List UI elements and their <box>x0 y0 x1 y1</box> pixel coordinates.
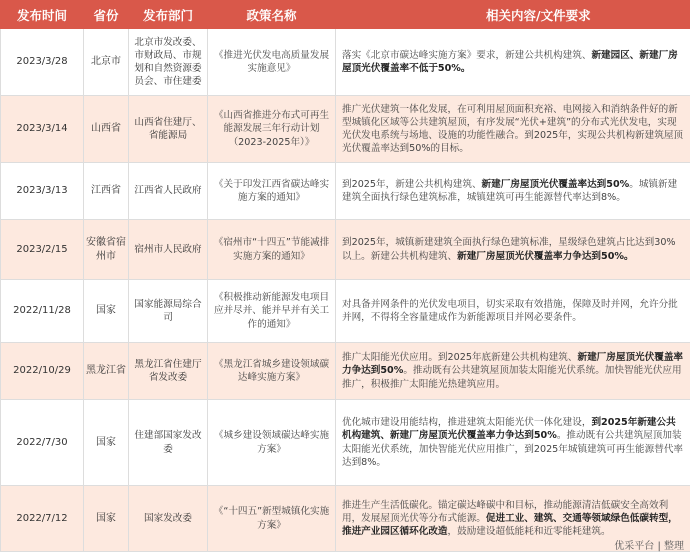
row-policy: 《山西省推进分布式可再生能源发展三年行动计划（2023-2025年）》 <box>208 96 336 163</box>
row-dept: 山西省住建厅、省能源局 <box>129 96 208 163</box>
row-content <box>336 96 690 163</box>
content-text: 推进生产生活低碳化。锚定碳达峰碳中和目标，推动能源清洁低碳安全高效利用，发展屋顶光伏等分布式能源。 <box>342 499 669 524</box>
table-row <box>1 220 690 280</box>
row-dept: 国家发改委 <box>129 486 208 552</box>
content-text: 。城镇新建建筑全面执行绿色建筑标准，城镇建筑可再生能源替代率达到8%。 <box>342 178 678 203</box>
row-policy: 《黑龙江省城乡建设领域碳达峰实施方案》 <box>208 343 336 400</box>
row-dept: 国家能源局综合司 <box>129 280 208 343</box>
row-policy: 《关于印发江西省碳达峰实施方案的通知》 <box>208 163 336 220</box>
row-content <box>336 29 690 96</box>
row-date: 2023/3/28 <box>1 29 84 96</box>
row-province: 黑龙江省 <box>84 343 129 400</box>
row-date: 2023/3/14 <box>1 96 84 163</box>
row-policy: 《城乡建设领域碳达峰实施方案》 <box>208 400 336 486</box>
table-row <box>1 280 690 343</box>
row-province: 国家 <box>84 400 129 486</box>
table-row <box>1 486 690 552</box>
content-text: 推广太阳能光伏应用。到2025年底新建公共机构建筑、 <box>342 352 578 364</box>
table-row <box>1 163 690 220</box>
row-policy: 《“十四五”新型城镇化实施方案》 <box>208 486 336 552</box>
row-date: 2023/3/13 <box>1 163 84 220</box>
content-text: 到2025年，新建公共机构建筑、 <box>342 178 482 190</box>
content-text: 推广光伏建筑一体化发展，在可利用屋顶面积充裕、电网接入和消纳条件好的新型城镇化区域等公共建筑屋顶，有序发展“光伏+建筑”的分布式光伏发电，实现光伏发电系统与场地、设施的功能性融合。到2025年，实现公共机构新建筑屋顶光伏覆盖率达到50%的目标。 <box>342 103 684 155</box>
row-province: 山西省 <box>84 96 129 163</box>
table-row <box>1 29 690 96</box>
row-province: 安徽省宿州市 <box>84 220 129 280</box>
row-content <box>336 163 690 220</box>
row-content <box>336 280 690 343</box>
source-footer: 优采平台 | 整理 <box>614 541 684 552</box>
table-row <box>1 343 690 400</box>
row-content <box>336 220 690 280</box>
row-date: 2022/10/29 <box>1 343 84 400</box>
content-text: 到2025年，城镇新建建筑全面执行绿色建筑标准，星级绿色建筑占比达到30%以上。新建公共机构建筑、 <box>342 237 676 262</box>
row-date: 2022/7/30 <box>1 400 84 486</box>
content-text: ，鼓励建设超低能耗和近零能耗建筑。 <box>447 526 611 538</box>
header-province: 省份 <box>84 1 129 29</box>
row-content <box>336 343 690 400</box>
content-text: 。推动既有公共建筑屋顶加装太阳能光伏系统。加快智能光伏应用推广，积极推广太阳能光热建筑应用。 <box>342 365 682 390</box>
row-content <box>336 400 690 486</box>
row-policy: 《积极推动新能源发电项目应并尽并、能并早并有关工作的通知》 <box>208 280 336 343</box>
table-row <box>1 400 690 486</box>
table-row <box>1 96 690 163</box>
content-bold-text: 到2025年新建公共机构建筑、新建厂房屋顶光伏覆盖率力争达到50% <box>342 417 676 442</box>
row-dept: 江西省人民政府 <box>129 163 208 220</box>
content-text: 对具备并网条件的光伏发电项目，切实采取有效措施，保障及时并网，允许分批并网，不得将全容量建成作为新能源项目并网必要条件。 <box>342 298 678 323</box>
row-date: 2022/11/28 <box>1 280 84 343</box>
row-date: 2022/7/12 <box>1 486 84 552</box>
header-date: 发布时间 <box>1 1 84 29</box>
row-province: 北京市 <box>84 29 129 96</box>
content-bold-text: 新建园区、新建厂房屋顶光伏覆盖率不低于50%。 <box>342 49 678 74</box>
row-policy: 《推进光伏发电高质量发展实施意见》 <box>208 29 336 96</box>
row-dept: 黑龙江省住建厅省发改委 <box>129 343 208 400</box>
row-province: 国家 <box>84 486 129 552</box>
content-bold-text: 新建厂房屋顶光伏覆盖率力争达到50% <box>342 352 684 377</box>
header-dept: 发布部门 <box>129 1 208 29</box>
content-text: 优化城市建设用能结构，推进建筑太阳能光伏一体化建设， <box>342 417 592 429</box>
row-policy: 《宿州市“十四五”节能减排实施方案的通知》 <box>208 220 336 280</box>
content-text: 落实《北京市碳达峰实施方案》要求，新建公共机构建筑、 <box>342 49 592 61</box>
row-date: 2023/2/15 <box>1 220 84 280</box>
header-policy: 政策名称 <box>208 1 336 29</box>
row-province: 江西省 <box>84 163 129 220</box>
content-bold-text: 新建厂房屋顶光伏覆盖率达到50% <box>481 178 630 190</box>
row-province: 国家 <box>84 280 129 343</box>
row-dept: 住建部国家发改委 <box>129 400 208 486</box>
content-bold-text: 新建厂房屋顶光伏覆盖率力争达到50%。 <box>457 250 634 262</box>
row-dept: 北京市发改委、市财政局、市规划和自然资源委员会、市住建委 <box>129 29 208 96</box>
table-header-row <box>1 1 690 29</box>
content-text: 。推动既有公共建筑屋顶加装太阳能光伏系统，加快智能光伏应用推广，到2025年城镇建筑可再生能源替代率达到8%。 <box>342 430 684 468</box>
content-bold-text: 促进工业、建筑、交通等领域绿色低碳转型，推进产业园区循环化改造 <box>342 512 678 538</box>
header-content: 相关内容/文件要求 <box>336 1 690 29</box>
row-dept: 宿州市人民政府 <box>129 220 208 280</box>
